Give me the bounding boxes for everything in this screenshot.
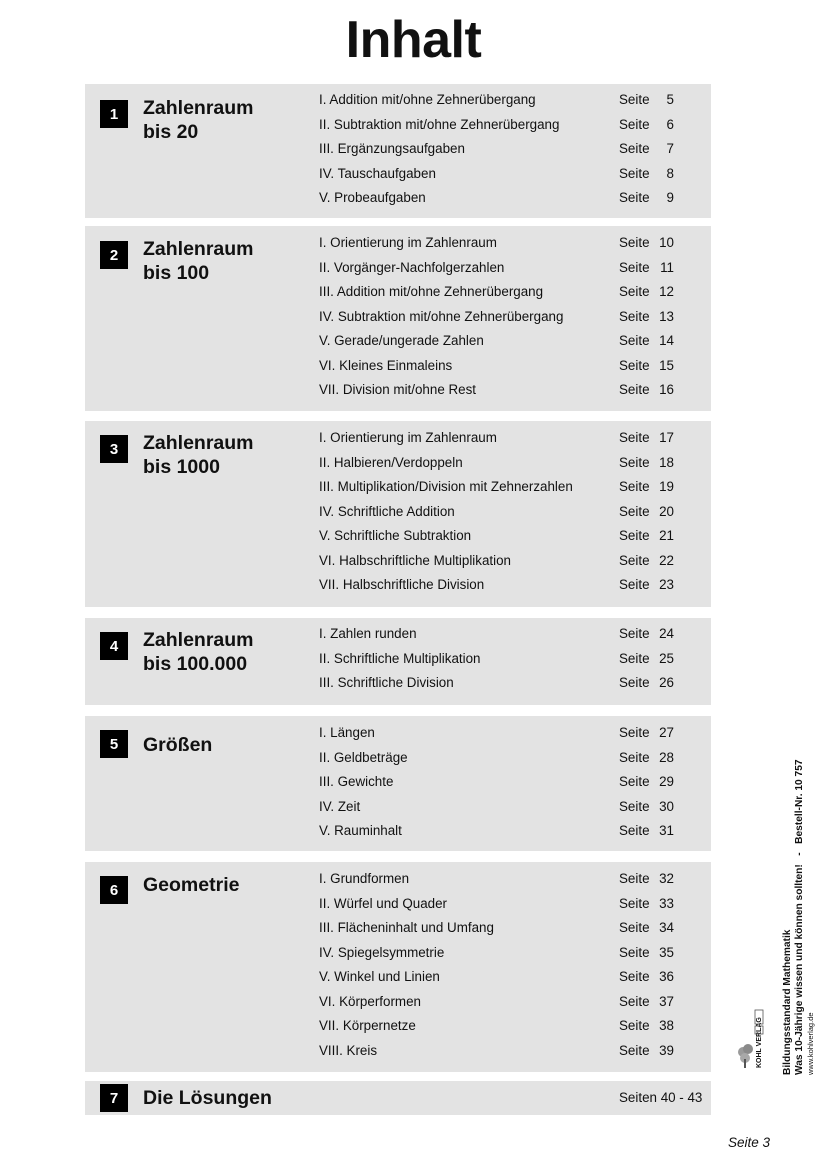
entry-page: 29 bbox=[659, 774, 674, 789]
section-pages: Seiten 40 - 43 bbox=[619, 1090, 703, 1105]
entry-text: VIII. Kreis bbox=[319, 1043, 378, 1058]
entry-text: VII. Halbschriftliche Division bbox=[319, 577, 485, 592]
entry-label: Seite bbox=[619, 552, 650, 568]
entry-text: II. Schriftliche Multiplikation bbox=[319, 650, 481, 666]
entry-label: Seite bbox=[619, 725, 650, 740]
entry-text: I. Längen bbox=[319, 725, 375, 740]
section-4 bbox=[85, 618, 711, 705]
entry-label: Seite bbox=[619, 259, 650, 275]
toc-entry[interactable] bbox=[85, 258, 711, 278]
entry-page: 20 bbox=[659, 503, 674, 519]
entry-label: Seite bbox=[619, 1043, 650, 1058]
entry-page: 37 bbox=[659, 993, 674, 1009]
entry-page: 12 bbox=[659, 284, 674, 299]
entry-page: 35 bbox=[659, 944, 674, 960]
toc-entry[interactable] bbox=[85, 331, 711, 351]
toc-entry[interactable] bbox=[85, 233, 711, 253]
section-number: 7 bbox=[100, 1084, 128, 1112]
entry-page: 10 bbox=[659, 235, 674, 250]
entry-label: Seite bbox=[619, 454, 650, 470]
entry-label: Seite bbox=[619, 382, 650, 397]
toc-entry[interactable] bbox=[85, 649, 711, 669]
toc-entry[interactable] bbox=[85, 551, 711, 571]
entry-page: 36 bbox=[659, 969, 674, 984]
toc-entry[interactable] bbox=[85, 575, 711, 595]
toc-entry[interactable] bbox=[85, 772, 711, 792]
entry-label: Seite bbox=[619, 650, 650, 666]
section-number: 2 bbox=[100, 241, 128, 269]
toc-entry[interactable] bbox=[85, 90, 711, 110]
entry-text: II. Würfel und Quader bbox=[319, 895, 448, 911]
entry-text: III. Flächeninhalt und Umfang bbox=[319, 920, 494, 935]
entry-text: IV. Schriftliche Addition bbox=[319, 503, 455, 519]
toc-entry[interactable] bbox=[85, 380, 711, 400]
section-title: Zahlenraum bis 1000 bbox=[143, 432, 254, 478]
section-1 bbox=[85, 84, 711, 218]
entry-label: Seite bbox=[619, 357, 650, 373]
entry-text: III. Multiplikation/Division mit Zehnerzahlen bbox=[319, 479, 573, 494]
section-number: 3 bbox=[100, 435, 128, 463]
toc-entry[interactable] bbox=[85, 188, 711, 208]
entry-page: 18 bbox=[659, 454, 674, 470]
toc-entry[interactable] bbox=[85, 821, 711, 841]
entry-text: II. Halbieren/Verdoppeln bbox=[319, 454, 463, 470]
entry-page: 31 bbox=[659, 823, 674, 838]
entry-page: 33 bbox=[659, 895, 674, 911]
page-title: Inhalt bbox=[345, 11, 482, 69]
entry-text: IV. Zeit bbox=[319, 798, 361, 814]
entry-page: 28 bbox=[659, 749, 674, 765]
entry-label: Seite bbox=[619, 626, 650, 641]
entry-label: Seite bbox=[619, 92, 650, 107]
entry-page: 19 bbox=[659, 479, 674, 494]
page-number: Seite 3 bbox=[728, 1135, 771, 1150]
entry-text: IV. Spiegelsymmetrie bbox=[319, 944, 445, 960]
entry-page: 27 bbox=[659, 725, 674, 740]
section-title: Zahlenraum bis 20 bbox=[143, 97, 254, 143]
toc-entry[interactable] bbox=[85, 967, 711, 987]
entry-text: V. Schriftliche Subtraktion bbox=[319, 528, 472, 543]
section-7[interactable] bbox=[85, 1081, 711, 1115]
entry-page: 23 bbox=[659, 577, 674, 592]
toc-entry[interactable] bbox=[85, 943, 711, 963]
entry-label: Seite bbox=[619, 116, 650, 132]
entry-text: III. Addition mit/ohne Zehnerübergang bbox=[319, 284, 544, 299]
side-series-title: Bildungsstandard Mathematik bbox=[782, 929, 793, 1075]
entry-label: Seite bbox=[619, 503, 650, 519]
entry-text: II. Geldbeträge bbox=[319, 749, 408, 765]
entry-page: 26 bbox=[659, 675, 674, 690]
side-website[interactable]: www.kohlverlag.de bbox=[806, 1012, 815, 1075]
entry-text: VII. Division mit/ohne Rest bbox=[319, 382, 477, 397]
section-number: 1 bbox=[100, 100, 128, 128]
entry-text: III. Schriftliche Division bbox=[319, 675, 454, 690]
side-info bbox=[782, 759, 816, 1075]
toc-entry[interactable] bbox=[85, 1016, 711, 1036]
toc-entry[interactable] bbox=[85, 115, 711, 135]
entry-label: Seite bbox=[619, 944, 650, 960]
entry-page: 5 bbox=[666, 92, 674, 107]
section-number: 5 bbox=[100, 730, 128, 758]
entry-page: 8 bbox=[666, 165, 674, 181]
entry-text: I. Addition mit/ohne Zehnerübergang bbox=[319, 92, 536, 107]
section-number: 4 bbox=[100, 632, 128, 660]
toc-entry[interactable] bbox=[85, 356, 711, 376]
entry-label: Seite bbox=[619, 749, 650, 765]
entry-page: 14 bbox=[659, 333, 674, 348]
toc-entry[interactable] bbox=[85, 723, 711, 743]
entry-page: 11 bbox=[660, 259, 674, 275]
entry-label: Seite bbox=[619, 528, 650, 543]
toc-entry[interactable] bbox=[85, 453, 711, 473]
entry-page: 15 bbox=[659, 357, 674, 373]
entry-page: 38 bbox=[659, 1018, 674, 1033]
entry-page: 30 bbox=[659, 798, 674, 814]
entry-text: VI. Körperformen bbox=[319, 993, 421, 1009]
entry-text: III. Ergänzungsaufgaben bbox=[319, 141, 465, 156]
entry-label: Seite bbox=[619, 308, 650, 324]
toc-entry[interactable] bbox=[85, 282, 711, 302]
entry-label: Seite bbox=[619, 871, 650, 886]
entry-label: Seite bbox=[619, 993, 650, 1009]
toc-entry[interactable] bbox=[85, 624, 711, 644]
entry-page: 34 bbox=[659, 920, 674, 935]
entry-page: 17 bbox=[659, 430, 674, 445]
entry-label: Seite bbox=[619, 774, 650, 789]
entry-label: Seite bbox=[619, 823, 650, 838]
entry-label: Seite bbox=[619, 895, 650, 911]
entry-label: Seite bbox=[619, 430, 650, 445]
section-title: Zahlenraum bis 100.000 bbox=[143, 629, 254, 675]
toc-entry[interactable] bbox=[85, 139, 711, 159]
toc-entry[interactable] bbox=[85, 164, 711, 184]
entry-text: IV. Tauschaufgaben bbox=[319, 165, 436, 181]
entry-label: Seite bbox=[619, 1018, 650, 1033]
entry-text: IV. Subtraktion mit/ohne Zehnerübergang bbox=[319, 308, 564, 324]
entry-label: Seite bbox=[619, 235, 650, 250]
section-3 bbox=[85, 421, 711, 607]
entry-text: III. Gewichte bbox=[319, 774, 394, 789]
entry-text: II. Vorgänger-Nachfolgerzahlen bbox=[319, 259, 505, 275]
section-5 bbox=[85, 716, 711, 851]
entry-text: V. Gerade/ungerade Zahlen bbox=[319, 333, 484, 348]
logo-text: KOHL VERLAG bbox=[756, 1017, 763, 1068]
entry-page: 6 bbox=[666, 116, 674, 132]
toc-entry[interactable] bbox=[85, 918, 711, 938]
entry-page: 16 bbox=[659, 382, 674, 397]
side-subtitle-order: Was 10-Jährige wissen und können sollten! - Bestell-Nr. 10 757 bbox=[794, 759, 805, 1075]
entry-page: 22 bbox=[659, 552, 674, 568]
kohl-verlag-logo bbox=[735, 1004, 775, 1070]
entry-text: V. Winkel und Linien bbox=[319, 969, 440, 984]
section-6 bbox=[85, 862, 711, 1072]
entry-page: 9 bbox=[666, 190, 674, 205]
section-title: Zahlenraum bis 100 bbox=[143, 238, 254, 284]
entry-text: II. Subtraktion mit/ohne Zehnerübergang bbox=[319, 116, 560, 132]
entry-page: 24 bbox=[659, 626, 674, 641]
entry-page: 25 bbox=[659, 650, 674, 666]
entry-label: Seite bbox=[619, 675, 650, 690]
toc-entry[interactable] bbox=[85, 869, 711, 889]
entry-label: Seite bbox=[619, 190, 650, 205]
entry-label: Seite bbox=[619, 141, 650, 156]
entry-text: VII. Körpernetze bbox=[319, 1018, 416, 1033]
toc-entry[interactable] bbox=[85, 477, 711, 497]
entry-label: Seite bbox=[619, 479, 650, 494]
entry-page: 21 bbox=[659, 528, 674, 543]
toc-entry[interactable] bbox=[85, 673, 711, 693]
entry-text: I. Grundformen bbox=[319, 871, 410, 886]
entry-label: Seite bbox=[619, 284, 650, 299]
section-2 bbox=[85, 226, 711, 411]
entry-label: Seite bbox=[619, 969, 650, 984]
section-title: Geometrie bbox=[143, 874, 240, 896]
toc-entry[interactable] bbox=[85, 526, 711, 546]
section-title: Größen bbox=[143, 734, 213, 756]
entry-page: 32 bbox=[659, 871, 674, 886]
entry-text: I. Orientierung im Zahlenraum bbox=[319, 430, 497, 445]
entry-text: V. Rauminhalt bbox=[319, 823, 402, 838]
entry-text: I. Zahlen runden bbox=[319, 626, 417, 641]
entry-page: 13 bbox=[659, 308, 674, 324]
entry-label: Seite bbox=[619, 165, 650, 181]
entry-label: Seite bbox=[619, 798, 650, 814]
entry-page: 7 bbox=[666, 141, 674, 156]
toc-entry[interactable] bbox=[85, 748, 711, 768]
entry-text: VI. Kleines Einmaleins bbox=[319, 357, 453, 373]
section-title: Die Lösungen bbox=[143, 1087, 272, 1109]
entry-label: Seite bbox=[619, 333, 650, 348]
toc-entry[interactable] bbox=[85, 992, 711, 1012]
entry-page: 39 bbox=[659, 1043, 674, 1058]
toc-entry[interactable] bbox=[85, 428, 711, 448]
entry-label: Seite bbox=[619, 920, 650, 935]
toc-entry[interactable] bbox=[85, 502, 711, 522]
section-number: 6 bbox=[100, 876, 128, 904]
entry-text: I. Orientierung im Zahlenraum bbox=[319, 235, 497, 250]
toc-entry[interactable] bbox=[85, 307, 711, 327]
toc-entry[interactable] bbox=[85, 1041, 711, 1061]
entry-text: V. Probeaufgaben bbox=[319, 190, 426, 205]
toc-entry[interactable] bbox=[85, 894, 711, 914]
entry-text: VI. Halbschriftliche Multiplikation bbox=[319, 552, 512, 568]
toc-entry[interactable] bbox=[85, 797, 711, 817]
entry-label: Seite bbox=[619, 577, 650, 592]
